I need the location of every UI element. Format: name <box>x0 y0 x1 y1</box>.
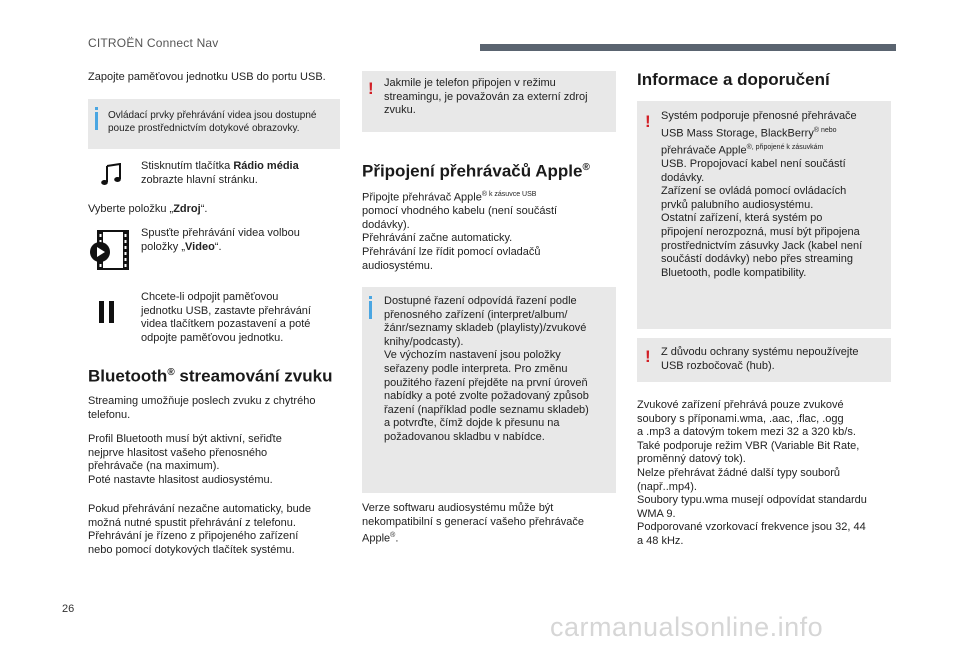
col1-info-text: Ovládací prvky přehrávání videa jsou dostupné pouze prostřednictvím dotykové obrazovky. <box>108 110 317 134</box>
heading-bluetooth: Bluetooth® streamování zvuku <box>88 366 333 386</box>
col2-software-text: Verze softwaru audiosystému může být nekompatibilní s generací vašeho přehrávače Apple®. <box>362 502 584 545</box>
col3-warning-box <box>637 101 891 329</box>
col1-profile-text: Profil Bluetooth musí být aktivní, seřiďte nejprve hlasitost vašeho přenosného přehrávače (na maximum). Poté nastavte hlasitost audiosystému. <box>88 433 282 486</box>
col1-intro: Zapojte paměťovou jednotku USB do portu USB. <box>88 71 326 83</box>
watermark: carmanualsonline.info <box>550 612 824 642</box>
col2-info-text: Dostupné řazení odpovídá řazení podle přenosného zařízení (interpret/album/ žánr/seznamy skladeb (playlisty)/zvukové knihy/podcasty). Ve výchozím nastavení jsou položky seřazeny podle interpreta. Pro změnu použitého řazení přejděte na první úroveň nabídky a poté zvolte požadovaný způsob řazení (například podle seznamu skladeb) a potvrďte, čímž dojde k přesunu na požadovanou skladbu v nabídce. <box>384 295 589 443</box>
step1-text: Stisknutím tlačítka Rádio média zobrazte hlavní stránku. <box>141 160 299 186</box>
col3-warning-text: Systém podporuje přenosné přehrávače USB Mass Storage, BlackBerry$^{® nebo}$ přehrávače Apple$^{®, připojené k zásuvkám}$ USB. Propojovací kabel není součástí dodávky. Zařízení se ovládá pomocí ovládacích prvků palubního audiosystému. Ostatní zařízení, která systém po připojení nerozpozná, musí být připojena prostřednictvím zásuvky Jack (kabel není součástí dodávky) nebo přes streaming Bluetooth, podle kompatibility. <box>661 110 863 279</box>
select-source-text: Vyberte položku „Zdroj“. <box>88 203 208 215</box>
col3-warning-text-2: Z důvodu ochrany systému nepoužívejte USB rozbočovač (hub). <box>661 346 859 372</box>
col2-info-box <box>362 287 616 493</box>
header-bar <box>480 44 896 51</box>
heading-apple: Připojení přehrávačů Apple® <box>362 161 590 181</box>
col3-warning-box-2 <box>637 338 891 382</box>
col1-info-box <box>88 99 340 149</box>
col1-streaming-text: Streaming umožňuje poslech zvuku z chytrého telefonu. <box>88 395 316 421</box>
info-icon-dot <box>369 296 372 299</box>
heading-info: Informace a doporučení <box>637 70 830 89</box>
col1-playback-text: Pokud přehrávání nezačne automaticky, bude možná nutné spustit přehrávání z telefonu. Přehrávání je řízeno z připojeného zařízení nebo pomocí dotykových tlačítek systému. <box>88 503 311 556</box>
video-play-icon <box>88 228 132 272</box>
header-title: CITROËN Connect Nav <box>88 36 219 50</box>
step2-text: Spusťte přehrávání videa volbou položky „Video“. <box>141 227 300 253</box>
music-note-icon <box>100 163 124 187</box>
info-icon <box>95 112 98 130</box>
col2-connect-text: Připojte přehrávač Apple$^{® k zásuvce USB}$ pomocí vhodného kabelu (není součástí dodávky). Přehrávání začne automaticky. Přehrávání lze řídit pomocí ovladačů audiosystému. <box>362 191 558 272</box>
warning-icon: ! <box>645 112 651 131</box>
info-icon-dot <box>95 107 98 110</box>
col2-warning-text: Jakmile je telefon připojen v režimu streamingu, je považován za externí zdroj zvuku. <box>384 77 588 117</box>
warning-icon: ! <box>645 347 651 366</box>
warning-icon: ! <box>368 79 374 98</box>
step3-text: Chcete-li odpojit paměťovou jednotku USB, zastavte přehrávání videa tlačítkem pozastavení a poté odpojte paměťovou jednotku. <box>141 291 311 344</box>
col3-formats-text: Zvukové zařízení přehrává pouze zvukové soubory s příponami.wma, .aac, .flac, .ogg a .mp3 a datovým tokem mezi 32 a 320 kb/s. Také podporuje režim VBR (Variable Bit Rate, proměnný datový tok). Nelze přehrávat žádné další typy souborů (např..mp4). Soubory typu.wma musejí odpovídat standardu WMA 9. Podporované vzorkovací frekvence jsou 32, 44 a 48 kHz. <box>637 399 867 547</box>
page-number: 26 <box>62 603 75 615</box>
pause-icon <box>97 300 117 324</box>
info-icon <box>369 301 372 319</box>
col2-warning-box <box>362 71 616 132</box>
